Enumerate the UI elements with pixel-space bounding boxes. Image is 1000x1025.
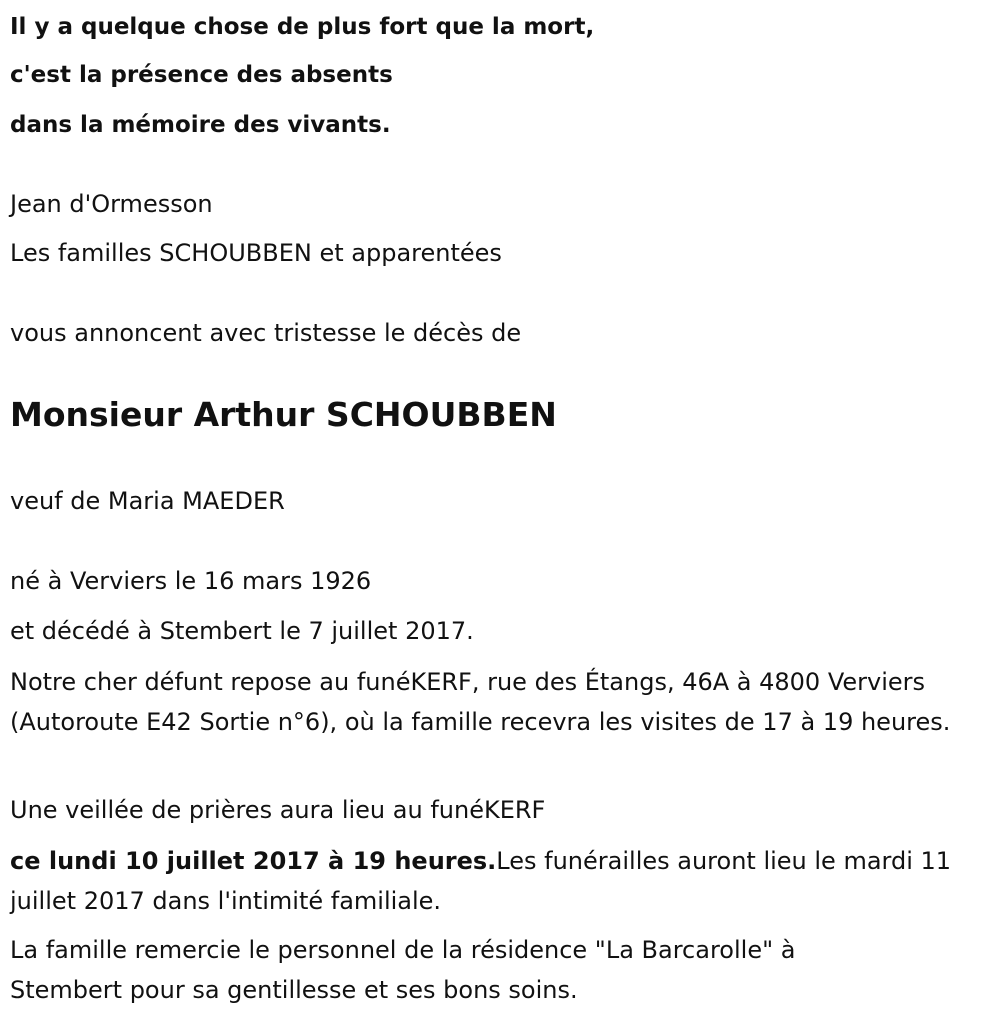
- quote-line-2: c'est la présence des absents: [10, 62, 393, 88]
- vigil-line: Une veillée de prières aura lieu au funéKERF: [10, 796, 546, 824]
- rest-info-paragraph: Notre cher défunt repose au funéKERF, rue des Étangs, 46A à 4800 Verviers (Autoroute E42 Sortie n°6), où la famille recevra les visites de 17 à 19 heures.: [10, 668, 951, 736]
- announcement-line: vous annoncent avec tristesse le décès de: [10, 319, 522, 347]
- death-line: et décédé à Stembert le 7 juillet 2017.: [10, 617, 474, 645]
- funeral-info: Les funérailles auront lieu le mardi 11 juillet 2017 dans l'intimité familiale.: [10, 847, 952, 915]
- quote-line-1: Il y a quelque chose de plus fort que la mort,: [10, 14, 595, 40]
- vigil-date: ce lundi 10 juillet 2017 à 19 heures.: [10, 847, 497, 875]
- quote-line-3: dans la mémoire des vivants.: [10, 112, 391, 138]
- thanks-paragraph: La famille remercie le personnel de la résidence "La Barcarolle" à Stembert pour sa gentillesse et ses bons soins.: [10, 936, 796, 1004]
- deceased-name: Monsieur Arthur SCHOUBBEN: [10, 395, 557, 434]
- widower-line: veuf de Maria MAEDER: [10, 487, 285, 515]
- birth-line: né à Verviers le 16 mars 1926: [10, 567, 372, 595]
- families-line: Les familles SCHOUBBEN et apparentées: [10, 239, 502, 267]
- quote-author: Jean d'Ormesson: [10, 190, 213, 218]
- funeral-paragraph: [10, 841, 995, 921]
